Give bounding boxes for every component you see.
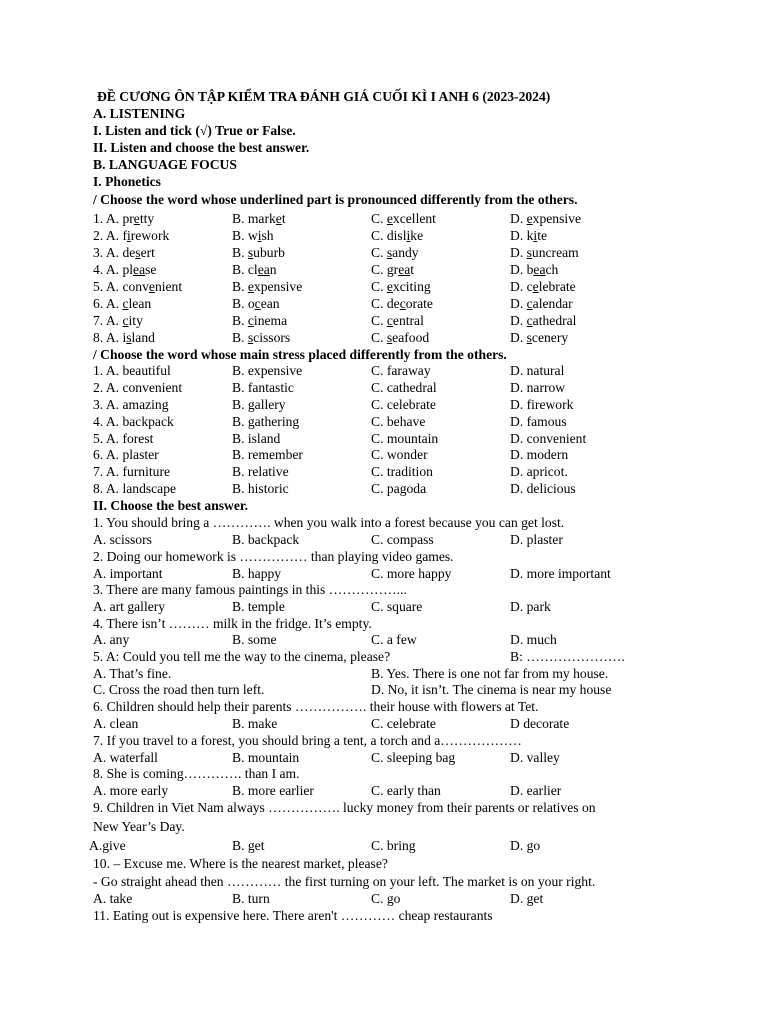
option-a: A. take	[93, 891, 133, 906]
option-c: C. celebrate	[371, 397, 436, 412]
option-b: B. more earlier	[232, 783, 314, 798]
option-a: 4. A. backpack	[93, 414, 174, 429]
option-b: B. get	[232, 838, 265, 853]
question-10-text: 10. – Excuse me. Where is the nearest market, please?	[93, 856, 388, 871]
underlined-letters: i	[126, 228, 131, 243]
option-d: D. more important	[510, 566, 611, 581]
word-part: nient	[154, 279, 183, 294]
option-c	[371, 312, 424, 329]
word-part: B.	[232, 313, 248, 328]
question-8-options	[0, 782, 768, 799]
word-part: C.	[371, 211, 387, 226]
question-2-text: 2. Doing our homework is …………… than playing video games.	[93, 549, 454, 564]
word-part: D.	[510, 296, 527, 311]
option-c	[371, 278, 431, 295]
option-d: D. apricot.	[510, 464, 568, 479]
option-c	[371, 261, 414, 278]
question-4-text: 4. There isn’t ……… milk in the fridge. It’s empty.	[93, 616, 372, 631]
word-part: C.	[371, 279, 387, 294]
option-c: C. go	[371, 891, 401, 906]
underlined-letters: s	[247, 330, 254, 345]
word-part: 1. A. pr	[93, 211, 134, 226]
stress-question	[0, 480, 768, 497]
underlined-letters: s	[386, 245, 393, 260]
question-2-options	[0, 565, 768, 582]
stress-question	[0, 446, 768, 463]
question-1	[0, 514, 768, 531]
word-part: land	[131, 330, 155, 345]
question-1-text: 1. You should bring a …………. when you walk into a forest because you can get lost.	[93, 515, 565, 530]
option-a: A. more early	[93, 783, 169, 798]
option-b: B. Yes. There is one not far from my house.	[371, 666, 609, 681]
stress-instruction	[0, 346, 768, 363]
listening-part-2	[0, 139, 768, 156]
underlined-letters: ea	[398, 262, 411, 277]
word-part: B.	[232, 279, 248, 294]
word-part: sh	[261, 228, 274, 243]
underlined-letters: i	[406, 228, 411, 243]
word-part: ity	[128, 313, 143, 328]
word-part: C. de	[371, 296, 400, 311]
option-c	[371, 244, 419, 261]
word-part: athedral	[532, 313, 577, 328]
pronunciation-question	[0, 278, 768, 295]
word-part: B. w	[232, 228, 258, 243]
option-d: D decorate	[510, 716, 570, 731]
word-part: D.	[510, 245, 527, 260]
underlined-letters: ea	[257, 262, 270, 277]
question-9-text: 9. Children in Viet Nam always ……………. lucky money from their parents or relatives on	[93, 800, 596, 815]
word-part: andy	[392, 245, 419, 260]
option-d: D. plaster	[510, 532, 563, 547]
question-9-options	[0, 837, 768, 854]
stress-instruction-text: / Choose the word whose main stress placed differently from the others.	[93, 347, 507, 362]
stress-question	[0, 379, 768, 396]
option-b	[232, 227, 274, 244]
option-a: A. any	[93, 632, 130, 647]
option-c: C. behave	[371, 414, 426, 429]
option-a: A. clean	[93, 716, 139, 731]
question-3	[0, 581, 768, 598]
question-2	[0, 548, 768, 565]
underlined-letters: i	[533, 228, 538, 243]
option-b: B. make	[232, 716, 278, 731]
word-part: entral	[392, 313, 424, 328]
question-5-response: B: ………………….	[510, 649, 625, 664]
underlined-letters: e	[386, 211, 393, 226]
option-d: D. natural	[510, 363, 565, 378]
option-b: B. mountain	[232, 750, 300, 765]
option-b	[232, 312, 287, 329]
word-part: C.	[371, 245, 387, 260]
word-part: cissors	[253, 330, 291, 345]
option-a	[93, 227, 169, 244]
word-part: xciting	[392, 279, 431, 294]
option-b: B. gathering	[232, 414, 300, 429]
question-5-options-row-2	[0, 681, 768, 698]
option-a: A. art gallery	[93, 599, 166, 614]
underlined-letters: s	[526, 245, 532, 260]
option-c: C. cathedral	[371, 380, 437, 395]
option-a: 8. A. landscape	[93, 481, 177, 496]
option-b: B. relative	[232, 464, 289, 479]
listening-part-2-text: II. Listen and choose the best answer.	[93, 140, 310, 155]
word-part: ch	[545, 262, 559, 277]
option-b: B. happy	[232, 566, 282, 581]
document-title	[0, 88, 768, 105]
underlined-letters: c	[122, 296, 129, 311]
section-b-heading	[0, 156, 768, 173]
underlined-letters: s	[126, 330, 132, 345]
question-7-text: 7. If you travel to a forest, you should bring a tent, a torch and a………………	[93, 733, 522, 748]
word-part: C. gr	[371, 262, 399, 277]
option-d: D. convenient	[510, 431, 587, 446]
option-a	[93, 210, 154, 227]
option-a: A. scissors	[93, 532, 152, 547]
option-d	[510, 244, 579, 261]
option-d	[510, 227, 547, 244]
section-a-heading	[0, 105, 768, 122]
underlined-letters: s	[526, 330, 532, 345]
option-c: C. more happy	[371, 566, 452, 581]
underlined-letters: s	[247, 245, 254, 260]
option-b: B. turn	[232, 891, 270, 906]
word-part: te	[537, 228, 548, 243]
stress-question	[0, 463, 768, 480]
option-b	[232, 244, 285, 261]
phonetics-text: I. Phonetics	[93, 174, 161, 189]
word-part: D. b	[510, 262, 534, 277]
word-part: xcellent	[392, 211, 436, 226]
question-11	[0, 907, 768, 924]
question-1-options	[0, 531, 768, 548]
pronunciation-instruction-text: / Choose the word whose underlined part is pronounced differently from the others.	[93, 192, 578, 207]
option-c	[371, 329, 429, 346]
word-part: D. c	[510, 279, 533, 294]
word-part: lebrate	[538, 279, 576, 294]
option-a	[93, 329, 155, 346]
word-part: rework	[130, 228, 170, 243]
question-7	[0, 732, 768, 749]
option-c: C. pagoda	[371, 481, 427, 496]
option-b: B. some	[232, 632, 277, 647]
option-d	[510, 278, 576, 295]
option-d: D. delicious	[510, 481, 576, 496]
question-5	[0, 648, 768, 665]
option-d: D. No, it isn’t. The cinema is near my house	[371, 682, 612, 697]
stress-question	[0, 362, 768, 379]
option-d: D. firework	[510, 397, 574, 412]
word-part: C.	[371, 313, 387, 328]
option-d: D. earlier	[510, 783, 562, 798]
pronunciation-question	[0, 295, 768, 312]
option-a: A. That’s fine.	[93, 666, 172, 681]
underlined-letters: c	[399, 296, 406, 311]
word-part: 6. A.	[93, 296, 123, 311]
underlined-letters: e	[133, 211, 140, 226]
option-c	[371, 210, 436, 227]
option-d	[510, 312, 576, 329]
option-c: C. bring	[371, 838, 416, 853]
underlined-letters: c	[386, 313, 393, 328]
underlined-letters: e	[148, 279, 155, 294]
option-b	[232, 329, 290, 346]
option-a: 7. A. furniture	[93, 464, 171, 479]
option-a: A.give	[89, 838, 126, 853]
word-part: C.	[371, 330, 387, 345]
option-a: 1. A. beautiful	[93, 363, 171, 378]
word-part: 8. A. i	[93, 330, 127, 345]
option-d: D. much	[510, 632, 557, 647]
word-part: t	[281, 211, 286, 226]
pronunciation-question	[0, 227, 768, 244]
listening-part-1	[0, 122, 768, 139]
option-a: 2. A. convenient	[93, 380, 183, 395]
part-2-text: II. Choose the best answer.	[93, 498, 249, 513]
stress-question	[0, 396, 768, 413]
word-part: D.	[510, 211, 527, 226]
question-11-text: 11. Eating out is expensive here. There aren't ………… cheap restaurants	[93, 908, 493, 923]
word-part: ke	[410, 228, 424, 243]
underlined-letters: ea	[533, 262, 546, 277]
section-b-text: B. LANGUAGE FOCUS	[93, 157, 237, 172]
option-a	[93, 278, 182, 295]
listening-part-1-text: I. Listen and tick (√) True or False.	[93, 123, 296, 138]
word-part: xpensive	[253, 279, 303, 294]
underlined-letters: c	[526, 296, 533, 311]
word-part: D. k	[510, 228, 534, 243]
question-9-line-2	[0, 818, 768, 835]
word-part: alendar	[532, 296, 573, 311]
section-a-text: A. LISTENING	[93, 106, 186, 121]
word-part: 7. A.	[93, 313, 123, 328]
option-c: C. square	[371, 599, 423, 614]
underlined-letters: c	[254, 296, 261, 311]
option-d: D. modern	[510, 447, 569, 462]
underlined-letters: c	[122, 313, 129, 328]
word-part: B. mark	[232, 211, 276, 226]
pronunciation-question	[0, 329, 768, 346]
option-c: C. Cross the road then turn left.	[93, 682, 265, 697]
option-b: B. remember	[232, 447, 303, 462]
word-part: B.	[232, 330, 248, 345]
word-part: inema	[253, 313, 288, 328]
option-a: A. important	[93, 566, 163, 581]
underlined-letters: e	[247, 279, 254, 294]
question-4-options	[0, 631, 768, 648]
question-8-text: 8. She is coming…………. than I am.	[93, 766, 300, 781]
option-a	[93, 295, 151, 312]
option-b: B. fantastic	[232, 380, 294, 395]
word-part: 5. A. conv	[93, 279, 149, 294]
question-7-options	[0, 749, 768, 766]
question-3-options	[0, 598, 768, 615]
option-c	[371, 295, 433, 312]
option-c: C. early than	[371, 783, 441, 798]
option-b	[232, 278, 302, 295]
option-a	[93, 312, 143, 329]
word-part: ert	[140, 245, 155, 260]
question-5-text: 5. A: Could you tell me the way to the cinema, please?	[93, 649, 391, 664]
underlined-letters: s	[135, 245, 141, 260]
pronunciation-question	[0, 312, 768, 329]
word-part: n	[269, 262, 277, 277]
question-10-options	[0, 890, 768, 907]
option-d: D. go	[510, 838, 541, 853]
question-10-line-2	[0, 873, 768, 890]
word-part: se	[145, 262, 157, 277]
word-part: 3. A. de	[93, 245, 136, 260]
option-d	[510, 295, 573, 312]
option-c: C. a few	[371, 632, 417, 647]
word-part: eafood	[392, 330, 430, 345]
option-d	[510, 261, 558, 278]
pronunciation-question	[0, 261, 768, 278]
word-part: tty	[139, 211, 155, 226]
question-9-text-continued: New Year’s Day.	[93, 819, 185, 834]
word-part: 2. A. f	[93, 228, 127, 243]
underlined-letters: c	[526, 313, 533, 328]
option-c: C. tradition	[371, 464, 433, 479]
option-d: D. famous	[510, 414, 567, 429]
phonetics-heading	[0, 173, 768, 190]
word-part: uburb	[253, 245, 285, 260]
option-a: 3. A. amazing	[93, 397, 169, 412]
option-a: 5. A. forest	[93, 431, 154, 446]
underlined-letters: i	[257, 228, 262, 243]
word-part: B. cl	[232, 262, 258, 277]
title-text: ĐỀ CƯƠNG ÔN TẬP KIỂM TRA ĐÁNH GIÁ CUỐI KÌ I ANH 6 (2023-2024)	[97, 89, 551, 104]
option-d: D. get	[510, 891, 544, 906]
stress-question	[0, 430, 768, 447]
pronunciation-instruction	[0, 191, 768, 208]
question-10-text-continued: - Go straight ahead then ………… the first turning on your left. The market is on your right.	[93, 874, 596, 889]
question-6-text: 6. Children should help their parents ……………. their house with flowers at Tet.	[93, 699, 539, 714]
option-b	[232, 295, 280, 312]
option-c	[371, 227, 423, 244]
option-a: 6. A. plaster	[93, 447, 159, 462]
underlined-letters: e	[275, 211, 282, 226]
option-d	[510, 329, 568, 346]
underlined-letters: s	[386, 330, 393, 345]
word-part: 4. A. pl	[93, 262, 134, 277]
word-part: D.	[510, 330, 527, 345]
word-part: C. disl	[371, 228, 407, 243]
word-part: orate	[405, 296, 433, 311]
underlined-letters: e	[526, 211, 533, 226]
underlined-letters: ea	[133, 262, 146, 277]
pronunciation-question	[0, 210, 768, 227]
word-part: cenery	[531, 330, 569, 345]
word-part: B.	[232, 245, 248, 260]
question-5-options-row-1	[0, 665, 768, 682]
option-a: A. waterfall	[93, 750, 158, 765]
option-c: C. sleeping bag	[371, 750, 456, 765]
option-d: D. park	[510, 599, 551, 614]
question-6-options	[0, 715, 768, 732]
part-2-heading	[0, 497, 768, 514]
word-part: D.	[510, 313, 527, 328]
option-a	[93, 261, 156, 278]
word-part: uncream	[531, 245, 579, 260]
word-part: xpensive	[532, 211, 581, 226]
option-c: C. celebrate	[371, 716, 436, 731]
word-part: t	[410, 262, 415, 277]
option-d: D. narrow	[510, 380, 566, 395]
stress-question	[0, 413, 768, 430]
question-6	[0, 698, 768, 715]
option-c: C. mountain	[371, 431, 439, 446]
pronunciation-question	[0, 244, 768, 261]
option-b: B. historic	[232, 481, 289, 496]
question-10-line-1	[0, 855, 768, 872]
question-8	[0, 765, 768, 782]
option-c: C. wonder	[371, 447, 428, 462]
question-3-text: 3. There are many famous paintings in this ……………...	[93, 582, 407, 597]
option-d	[510, 210, 581, 227]
underlined-letters: c	[247, 313, 254, 328]
underlined-letters: e	[386, 279, 393, 294]
option-d: D. valley	[510, 750, 560, 765]
option-b: B. backpack	[232, 532, 300, 547]
question-4	[0, 615, 768, 632]
word-part: lean	[128, 296, 152, 311]
option-b: B. gallery	[232, 397, 286, 412]
option-b	[232, 210, 286, 227]
option-c: C. faraway	[371, 363, 431, 378]
option-b: B. island	[232, 431, 281, 446]
word-part: ean	[260, 296, 280, 311]
option-c: C. compass	[371, 532, 434, 547]
underlined-letters: e	[532, 279, 539, 294]
option-a	[93, 244, 155, 261]
option-b	[232, 261, 277, 278]
word-part: B. o	[232, 296, 255, 311]
option-b: B. temple	[232, 599, 285, 614]
question-9-line-1	[0, 799, 768, 816]
option-b: B. expensive	[232, 363, 303, 378]
